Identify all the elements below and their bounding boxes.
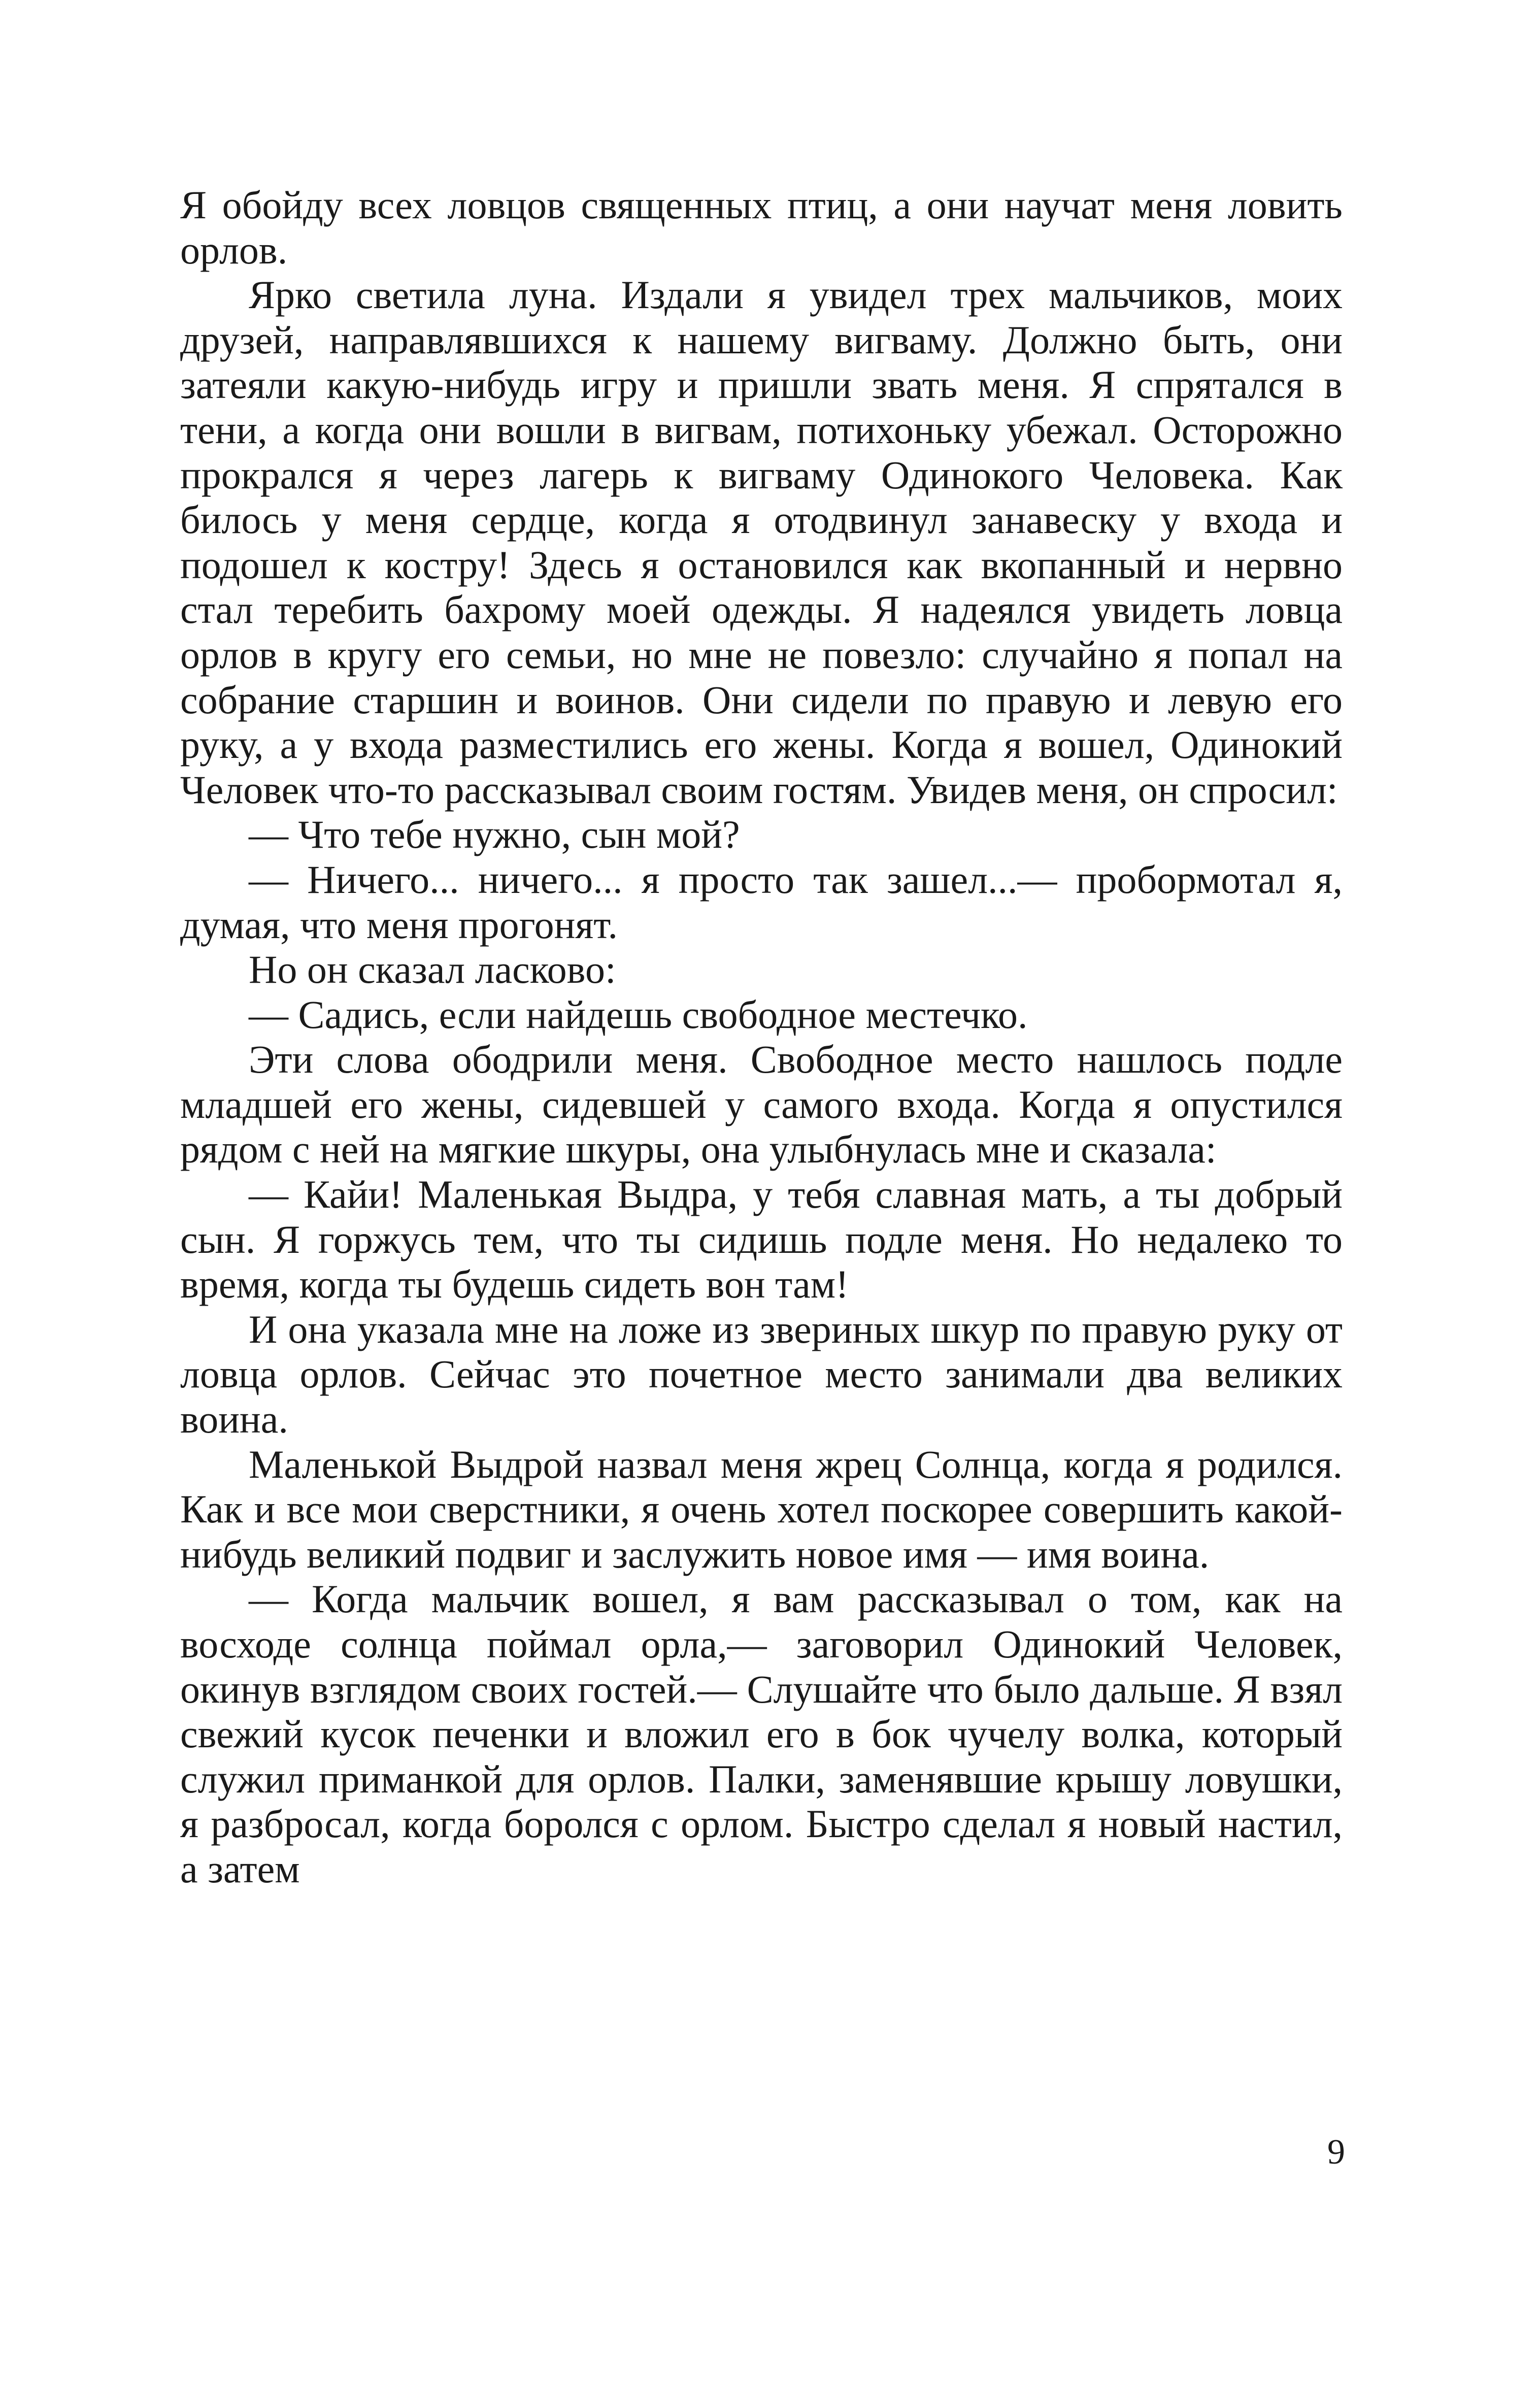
paragraph: Ярко светила луна. Издали я увидел трех мальчиков, моих друзей, направлявшихся к нашему вигваму. Должно быть, они затеяли какую-нибудь игру и пришли звать меня. Я спрятался в тени, а когда они вошли в вигвам, потихоньку убежал. Осторожно прокрался я через лагерь к вигваму Одинокого Человека. Как билось у меня сердце, когда я отодвинул занавеску у входа и подошел к костру! Здесь я остановился как вкопанный и нервно стал теребить бахрому моей одежды. Я надеялся увидеть ловца орлов в кругу его семьи, но мне не повезло: случайно я попал на собрание старшин и воинов. Они сидели по правую и левую его руку, а у входа разместились его жены. Когда я вошел, Одинокий Человек что-то рассказывал своим гостям. Увидев меня, он спросил: [180,273,1343,812]
paragraph-continuation: Я обойду всех ловцов священных птиц, а они научат меня ловить орлов. [180,183,1343,272]
dialogue-line: — Садись, если найдешь свободное местечко. [249,992,1028,1037]
dialogue-line: — Когда мальчик вошел, я вам рассказывал о том, как на восходе солнца поймал орла,— заговорил Одинокий Человек, окинув взглядом своих гостей.— Слушайте что было дальше. Я взял свежий кусок печенки и вложил его в бок чучелу волка, который служил приманкой для орлов. Палки, заменявшие крышу ловушки, я разбросал, когда боролся с орлом. Быстро сделал я новый настил, а затем [180,1577,1343,1891]
paragraph: И она указала мне на ложе из звериных шкур по правую руку от ловца орлов. Сейчас это почетное место занимали два великих воина. [180,1307,1343,1442]
paragraph: Но он сказал ласково: [249,947,616,992]
dialogue-line: — Кайи! Маленькая Выдра, у тебя славная мать, а ты добрый сын. Я горжусь тем, что ты сидишь подле меня. Но недалеко то время, когда ты будешь сидеть вон там! [180,1172,1343,1307]
paragraph: Маленькой Выдрой назвал меня жрец Солнца, когда я родился. Как и все мои сверстники, я очень хотел поскорее совершить какой-нибудь великий подвиг и заслужить новое имя — имя воина. [180,1442,1343,1576]
paragraph: Эти слова ободрили меня. Свободное место нашлось подле младшей его жены, сидевшей у самого входа. Когда я опустился рядом с ней на мягкие шкуры, она улыбнулась мне и сказала: [180,1037,1343,1172]
dialogue-line: — Что тебе нужно, сын мой? [249,812,740,857]
dialogue-line: — Ничего... ничего... я просто так зашел...— пробормотал я, думая, что меня прогонят. [180,857,1343,947]
book-page-text [180,183,1343,1892]
page-number: 9 [1327,2133,1345,2172]
